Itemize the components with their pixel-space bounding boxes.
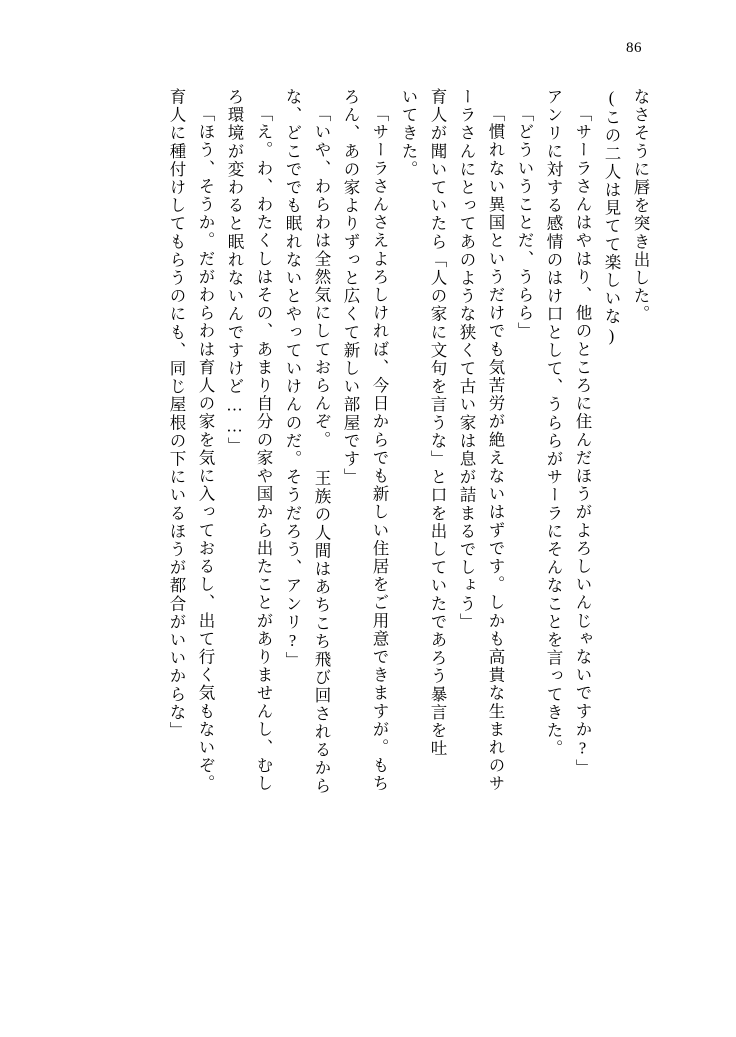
text-line: 「サーラさんはやはり、他のところに住んだほうがよろしいんじゃないですか?」 — [573, 105, 592, 778]
text-line: いてきた。 — [399, 88, 418, 179]
text-line: 「ほう、そうか。だがわらわは育人の家を気に入っておるし、出て行く気もないぞ。 — [196, 105, 215, 793]
text-line: 「慣れない異国というだけでも気苦労が絶えないはずです。しかも高貴な生まれのサ — [486, 105, 505, 793]
text-line: ろ環境が変わると眠れないんですけど……」 — [225, 88, 244, 455]
text-line: 育人に種付けしてもらうのにも、同じ屋根の下にいるほうが都合がいいからな」 — [167, 88, 186, 740]
text-line: 「どういうことだ、うらら」 — [515, 105, 534, 341]
text-line: アンリに対する感情のはけ口として、うららがサーラにそんなことを言ってきた。 — [544, 88, 563, 758]
page-number: 86 — [626, 40, 642, 56]
text-line: な、どこででも眠れないとやっていけんのだ。そうだろう、アンリ?」 — [283, 88, 302, 670]
text-line: ろん、あの家よりずっと広くて新しい部屋です」 — [341, 88, 360, 487]
text-line: なさそうに唇を突き出した。 — [631, 88, 650, 324]
text-line: 「サーラさんさえよろしければ、今日からでも新しい住居をご用意できますが。もち — [370, 105, 389, 793]
text-line: 「え。わ、わたくしはその、あまり自分の家や国から出たことがありませんし、むし — [254, 105, 273, 793]
text-line: 育人が聞いていたら「人の家に文句を言うな」と口を出していたであろう暴言を吐 — [428, 88, 447, 758]
body-text — [95, 88, 648, 928]
text-line: ーラさんにとってあのような狭くて古い家は息が詰まるでしょう」 — [457, 88, 476, 631]
text-line: 「いや、わらわは全然気にしておらんぞ。 王族の人間はあちこち飛び回されるから — [312, 105, 331, 796]
text-line: (この二人は見てて楽しいな) — [602, 88, 621, 347]
